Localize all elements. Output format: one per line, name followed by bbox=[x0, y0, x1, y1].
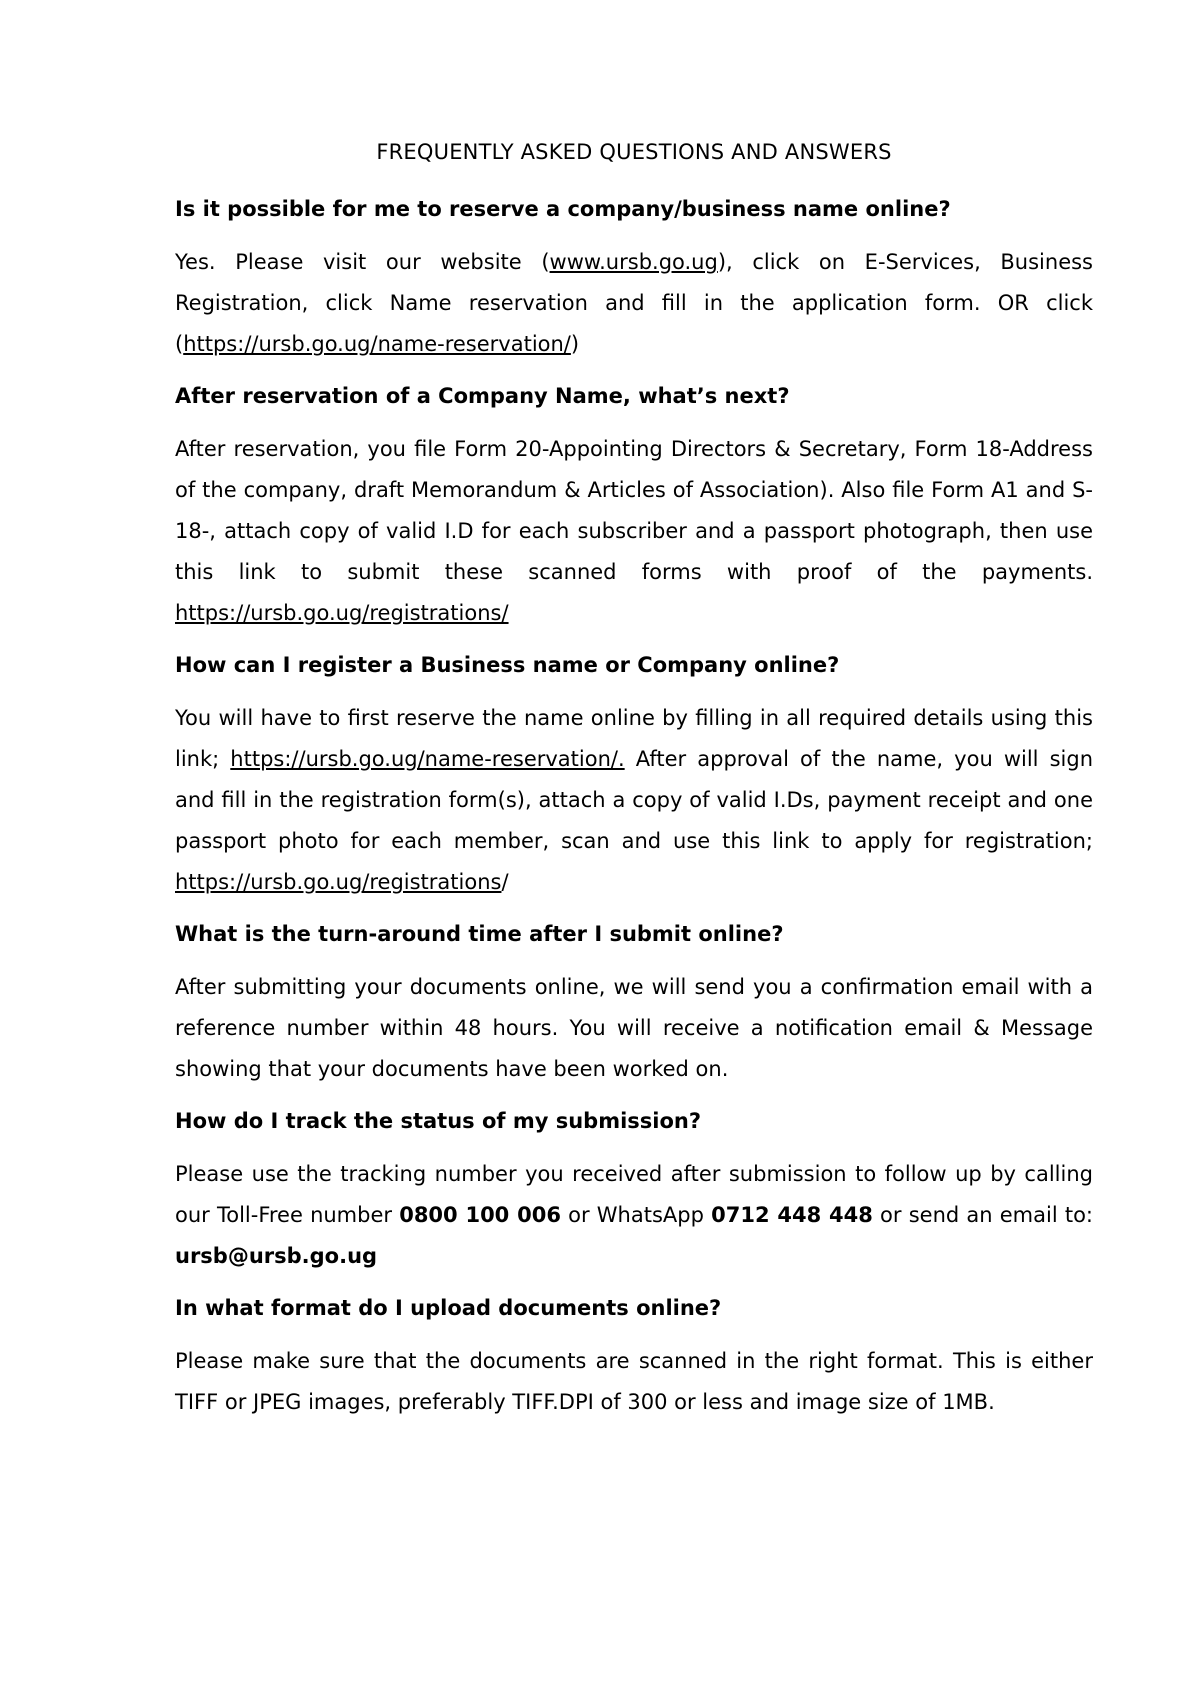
answer-text: ), click on E-Services, Business Registration, click Name reservation and fill in the application form. OR click ( bbox=[175, 250, 1094, 356]
faq-answer-2 bbox=[175, 429, 1093, 634]
name-reservation-link[interactable]: https://ursb.go.ug/name-reservation/. bbox=[230, 747, 625, 771]
faq-answer-3 bbox=[175, 698, 1093, 903]
answer-text: ) bbox=[570, 332, 580, 356]
answer-text: or WhatsApp bbox=[560, 1203, 712, 1227]
toll-free-number: 0800 100 006 bbox=[399, 1203, 561, 1227]
answer-text: Yes. Please visit our website ( bbox=[175, 250, 550, 274]
answer-text: After approval of the name, you will sign and fill in the registration form(s), attach a copy of valid I.Ds, payment receipt and one passport photo for each member, scan and use this link to apply for registration; bbox=[175, 747, 1094, 853]
whatsapp-number: 0712 448 448 bbox=[711, 1203, 873, 1227]
faq-answer-5 bbox=[175, 1154, 1093, 1277]
faq-answer-4: After submitting your documents online, we will send you a confirmation email with a reference number within 48 hours. You will receive a notification email & Message showing that your documents have been worked on. bbox=[175, 975, 1093, 1081]
faq-document bbox=[175, 140, 1093, 1439]
faq-answer-6: Please make sure that the documents are scanned in the right format. This is either TIFF or JPEG images, preferably TIFF.DPI of 300 or less and image size of 1MB. bbox=[175, 1349, 1093, 1414]
answer-text: / bbox=[501, 870, 509, 894]
answer-text: You will have to first reserve the name online by filling in all required details using this link; bbox=[175, 706, 1093, 771]
website-link[interactable]: www.ursb.go.ug bbox=[549, 250, 718, 274]
registrations-link[interactable]: https://ursb.go.ug/registrations/ bbox=[175, 601, 509, 625]
faq-answer-1 bbox=[175, 242, 1093, 365]
page-title: FREQUENTLY ASKED QUESTIONS AND ANSWERS bbox=[376, 140, 892, 164]
faq-question-1: Is it possible for me to reserve a company/business name online? bbox=[175, 197, 951, 221]
faq-question-4: What is the turn-around time after I submit online? bbox=[175, 922, 784, 946]
name-reservation-link[interactable]: https://ursb.go.ug/name-reservation/ bbox=[183, 332, 571, 356]
faq-question-6: In what format do I upload documents online? bbox=[175, 1296, 722, 1320]
faq-question-5: How do I track the status of my submission? bbox=[175, 1109, 702, 1133]
answer-text: Please use the tracking number you received after submission to follow up by calling our Toll-Free number bbox=[175, 1162, 1093, 1227]
faq-question-2: After reservation of a Company Name, what’s next? bbox=[175, 384, 790, 408]
registrations-link[interactable]: https://ursb.go.ug/registrations bbox=[175, 870, 502, 894]
answer-text: After reservation, you file Form 20-Appointing Directors & Secretary, Form 18-Address of the company, draft Memorandum & Articles of Association). Also file Form A1 and S-18-, attach copy of valid I.D for each subscriber and a passport photograph, then use this link to submit these scanned forms with proof of the payments. bbox=[175, 437, 1093, 584]
contact-email: ursb@ursb.go.ug bbox=[175, 1244, 378, 1268]
answer-text: or send an email to: bbox=[872, 1203, 1093, 1227]
faq-question-3: How can I register a Business name or Company online? bbox=[175, 653, 840, 677]
